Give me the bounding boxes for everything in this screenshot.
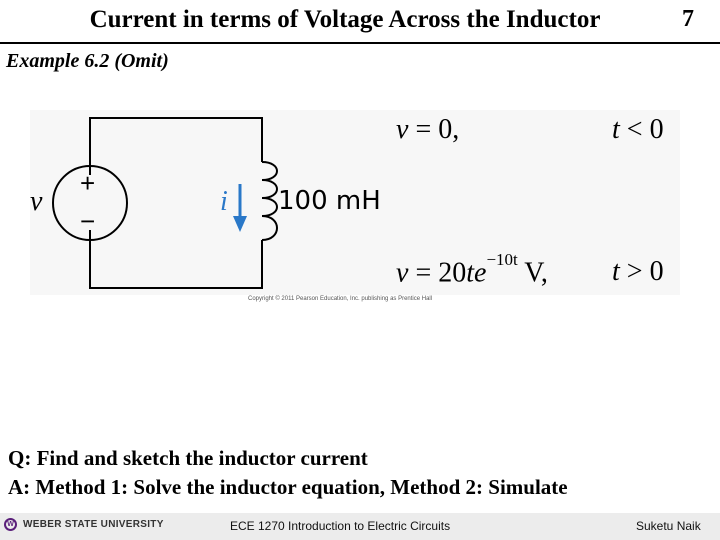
example-label: Example 6.2 (Omit) [6,50,169,72]
eq2-cond-var: t [612,256,620,287]
copyright-note: Copyright © 2011 Pearson Education, Inc. publishing as Prentice Hall [248,296,433,302]
logo-mark-icon: W [4,518,17,531]
equation-2-condition [612,256,664,288]
equation-1 [396,114,459,146]
eq2-exponent: −10t [486,250,518,269]
university-logo [4,518,164,531]
eq1-cond-var: t [612,114,620,145]
equation-1-condition [612,114,664,146]
inductor-label: 100 mH [278,186,381,216]
footer-course: ECE 1270 Introduction to Electric Circuits [230,519,451,533]
eq2-lhs: v [396,257,409,289]
university-name: WEBER STATE UNIVERSITY [23,519,164,530]
eq2-cond: > 0 [626,256,664,287]
eq1-cond: < 0 [626,114,664,145]
title-rule [0,42,720,44]
source-voltage-label: v [30,186,43,217]
footer-author: Suketu Naik [636,519,701,533]
answer-text: A: Method 1: Solve the inductor equation, Method 2: Simulate [8,475,568,499]
eq2-te: te [466,257,487,289]
eq1-lhs: v [396,114,409,145]
source-minus-sign: − [80,206,96,236]
eq1-rhs: = 0, [415,114,460,145]
question-text: Q: Find and sketch the inductor current [8,446,368,470]
current-label: i [220,186,228,217]
footer-bar [0,513,720,540]
eq2-unit: V, [524,257,548,289]
source-plus-sign: + [80,168,96,198]
slide-title: Current in terms of Voltage Across the Inductor [89,6,601,33]
equation-2 [396,250,548,289]
qa-block [8,444,568,502]
slide-number: 7 [682,6,694,32]
eq2-coeff: = 20 [415,257,467,289]
